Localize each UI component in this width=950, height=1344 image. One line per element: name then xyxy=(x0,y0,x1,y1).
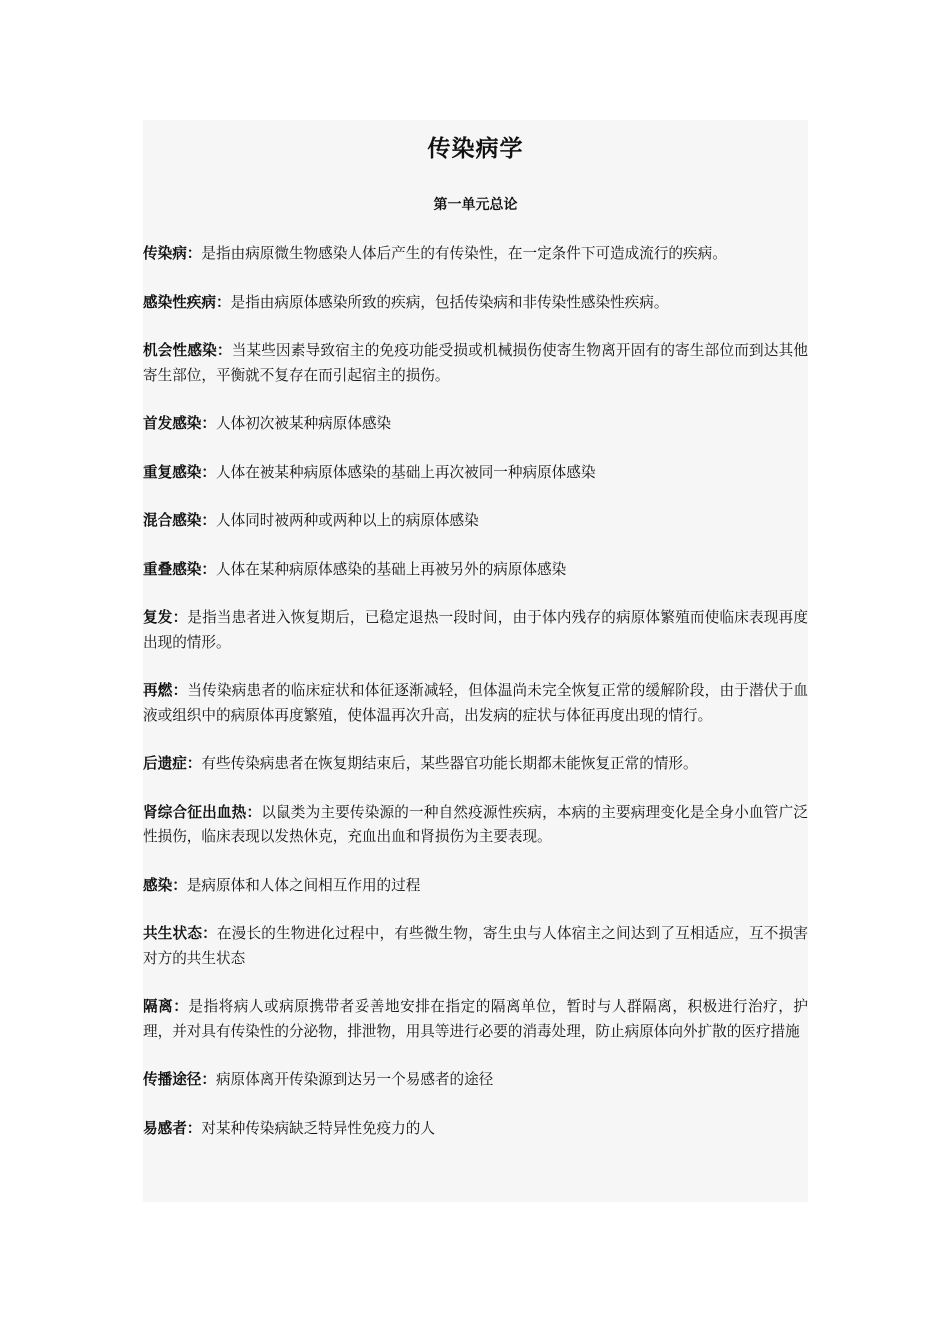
definition-term: 重复感染 xyxy=(143,463,202,481)
definition-term: 感染 xyxy=(143,876,173,894)
definition-text: 有些传染病患者在恢复期结束后，某些器官功能长期都未能恢复正常的情形。 xyxy=(201,755,698,772)
definition-entry xyxy=(143,606,808,655)
definition-text: 是指将病人或病原携带者妥善地安排在指定的隔离单位，暂时与人群隔离，积极进行治疗，护理，并对具有传染性的分泌物，排泄物，用具等进行必要的消毒处理，防止病原体向外扩散的医疗措施 xyxy=(143,998,808,1040)
definition-entry xyxy=(143,1117,808,1142)
term-separator: ： xyxy=(172,609,188,626)
unit-title: 第一单元总论 xyxy=(433,197,518,213)
definition-term: 易感者 xyxy=(143,1119,187,1137)
term-separator: ： xyxy=(201,560,216,578)
term-separator: ： xyxy=(172,682,188,699)
term-separator: ： xyxy=(216,342,232,359)
term-separator: ： xyxy=(186,755,202,772)
definition-entry xyxy=(143,801,808,850)
definition-term: 传播途径 xyxy=(143,1071,202,1088)
definition-entry xyxy=(143,412,808,437)
term-separator: ： xyxy=(201,1071,216,1088)
document-page xyxy=(143,120,808,1202)
definition-text: 是病原体和人体之间相互作用的过程 xyxy=(186,876,421,894)
definition-entry xyxy=(143,291,808,316)
definition-term: 感染性疾病 xyxy=(143,293,216,311)
definition-list xyxy=(143,242,808,1141)
definition-term: 隔离 xyxy=(143,998,174,1015)
definition-text: 人体在被某种病原体感染的基础上再次被同一种病原体感染 xyxy=(216,463,596,481)
definition-term: 复发 xyxy=(143,609,173,626)
definition-text: 对某种传染病缺乏特异性免疫力的人 xyxy=(201,1119,435,1137)
definition-entry xyxy=(143,995,808,1044)
definition-entry xyxy=(143,752,808,777)
definition-text: 是指由病原体感染所致的疾病，包括传染病和非传染性感染性疾病。 xyxy=(230,293,669,311)
term-separator: ： xyxy=(186,1119,202,1137)
definition-text: 当传染病患者的临床症状和体征逐渐减轻，但体温尚未完全恢复正常的缓解阶段，由于潜伏于血液或组织中的病原体再度繁殖，使体温再次升高，出发病的症状与体征再度出现的情行。 xyxy=(143,682,808,724)
term-separator: ： xyxy=(201,512,216,529)
definition-term: 机会性感染 xyxy=(143,342,217,359)
definition-entry xyxy=(143,461,808,486)
definition-entry xyxy=(143,339,808,388)
definition-text: 人体同时被两种或两种以上的病原体感染 xyxy=(216,512,479,529)
definition-term: 肾综合征出血热 xyxy=(143,803,247,821)
definition-term: 首发感染 xyxy=(143,415,202,432)
definition-text: 是指当患者进入恢复期后，已稳定退热一段时间，由于体内残存的病原体繁殖而使临床表现再度出现的情形。 xyxy=(143,609,808,651)
definition-term: 再燃 xyxy=(143,682,173,699)
document-title: 传染病学 xyxy=(427,136,524,162)
definition-term: 后遗症 xyxy=(143,755,187,772)
term-separator: ： xyxy=(201,415,216,432)
term-separator: ： xyxy=(172,876,187,894)
definition-text: 以鼠类为主要传染源的一种自然疫源性疾病，本病的主要病理变化是全身小血管广泛性损伤，临床表现以发热休克，充血出血和肾损伤为主要表现。 xyxy=(143,803,808,845)
term-separator: ： xyxy=(215,293,231,311)
definition-entry xyxy=(143,922,808,971)
definition-text: 在漫长的生物进化过程中，有些微生物，寄生虫与人体宿主之间达到了互相适应，互不损害对方的共生状态 xyxy=(143,925,808,967)
definition-entry xyxy=(143,509,808,534)
term-separator: ： xyxy=(173,998,189,1015)
definition-entry xyxy=(143,874,808,899)
definition-entry xyxy=(143,1068,808,1093)
definition-term: 传染病 xyxy=(143,245,187,262)
term-separator: ： xyxy=(202,925,217,942)
definition-text: 人体初次被某种病原体感染 xyxy=(216,415,392,432)
definition-entry xyxy=(143,242,808,267)
definition-term: 重叠感染 xyxy=(143,560,202,578)
definition-text: 病原体离开传染源到达另一个易感者的途径 xyxy=(216,1071,494,1088)
definition-entry xyxy=(143,679,808,728)
definition-term: 混合感染 xyxy=(143,512,202,529)
definition-text: 是指由病原微生物感染人体后产生的有传染性，在一定条件下可造成流行的疾病。 xyxy=(201,245,727,262)
definition-term: 共生状态 xyxy=(143,925,203,942)
definition-entry xyxy=(143,558,808,583)
term-separator: ： xyxy=(186,245,202,262)
definition-text: 人体在某种病原体感染的基础上再被另外的病原体感染 xyxy=(216,560,567,578)
term-separator: ： xyxy=(246,803,262,821)
term-separator: ： xyxy=(201,463,216,481)
definition-text: 当某些因素导致宿主的免疫功能受损或机械损伤使寄生物离开固有的寄生部位而到达其他寄生部位，平衡就不复存在而引起宿主的损伤。 xyxy=(143,342,808,384)
